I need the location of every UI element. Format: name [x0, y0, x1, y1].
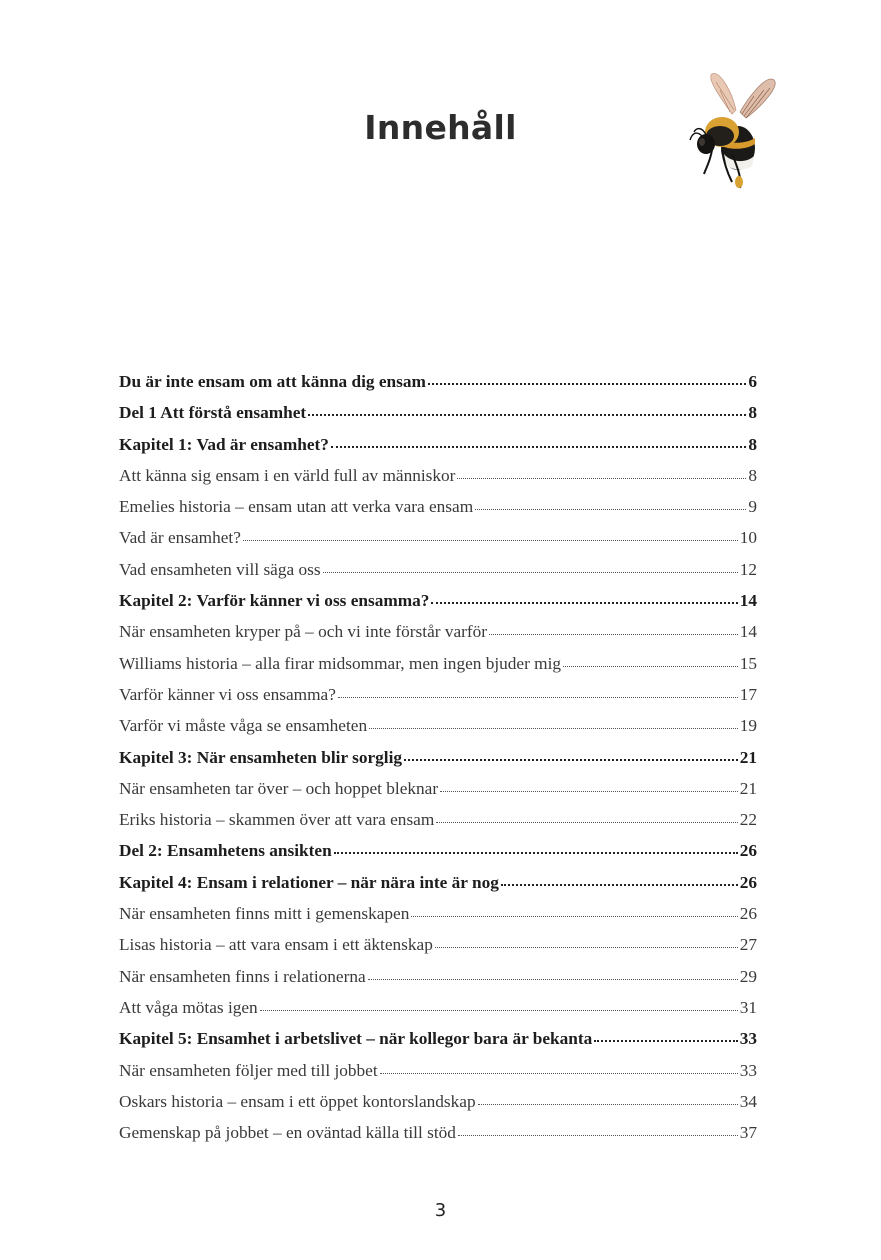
toc-entry-title: Eriks historia – skammen över att vara ensam [119, 810, 435, 830]
toc-entry-title: När ensamheten finns mitt i gemenskapen [119, 904, 410, 924]
dot-leader [431, 600, 737, 604]
toc-entry [119, 867, 757, 898]
toc-entry-title: Del 2: Ensamhetens ansikten [119, 841, 332, 861]
toc-entry-title: Kapitel 4: Ensam i relationer – när nära inte är nog [119, 872, 499, 892]
toc-entry-title: Gemenskap på jobbet – en oväntad källa till stöd [119, 1123, 456, 1143]
dot-leader [458, 1133, 738, 1136]
toc-entry [119, 616, 757, 647]
toc-entry-page: 31 [739, 997, 757, 1017]
toc-entry-page: 8 [748, 434, 757, 454]
toc-entry [119, 804, 757, 835]
toc-entry-page: 29 [739, 966, 757, 986]
dot-leader [338, 695, 738, 698]
toc-entry [119, 929, 757, 960]
toc-entry [119, 554, 757, 585]
toc-entry-page: 8 [748, 465, 757, 485]
dot-leader [428, 381, 746, 385]
toc-entry-title: Att våga mötas igen [119, 997, 258, 1017]
toc-entry-page: 21 [739, 778, 757, 798]
toc-entry-page: 33 [739, 1060, 757, 1080]
toc-entry-page: 34 [739, 1091, 757, 1111]
toc-entry [119, 1086, 757, 1117]
toc-entry-page: 10 [739, 528, 757, 548]
toc-entry-page: 15 [739, 653, 757, 673]
toc-entry-page: 26 [739, 841, 757, 861]
toc-entry-page: 27 [739, 935, 757, 955]
toc-entry [119, 835, 757, 866]
toc-entry-page: 17 [739, 684, 757, 704]
toc-entry [119, 773, 757, 804]
toc-entry-page: 6 [748, 372, 757, 391]
toc-entry-title: Emelies historia – ensam utan att verka vara ensam [119, 497, 474, 517]
dot-leader [308, 412, 746, 416]
toc-entry-page: 12 [739, 559, 757, 579]
toc-entry [119, 898, 757, 929]
dot-leader [380, 1071, 738, 1074]
toc-entry [119, 679, 757, 710]
toc-entry-title: När ensamheten tar över – och hoppet bleknar [119, 778, 439, 798]
toc-entry-page: 26 [739, 872, 757, 892]
toc-entry-title: Kapitel 5: Ensamhet i arbetslivet – när kollegor bara är bekanta [119, 1029, 593, 1049]
bumblebee-illustration [682, 70, 784, 196]
dot-leader [457, 476, 746, 479]
dot-leader [334, 850, 738, 854]
dot-leader [368, 977, 738, 980]
toc-entry [119, 460, 757, 491]
toc-entry-title: När ensamheten kryper på – och vi inte förstår varför [119, 622, 488, 642]
toc-entry [119, 522, 757, 553]
dot-leader [489, 632, 738, 635]
toc-entry-title: Att känna sig ensam i en värld full av människor [119, 465, 456, 485]
page-title: Innehåll [364, 108, 517, 147]
toc-entry-title: Du är inte ensam om att känna dig ensam [119, 372, 426, 391]
toc-entry-title: Del 1 Att förstå ensamhet [119, 403, 307, 423]
toc-entry-title: Varför vi måste våga se ensamheten [119, 716, 368, 736]
dot-leader [331, 444, 746, 448]
toc-entry [119, 992, 757, 1023]
dot-leader [594, 1038, 737, 1042]
toc-entry-title: Lisas historia – att vara ensam i ett äktenskap [119, 935, 433, 955]
toc-entry [119, 366, 757, 397]
toc-entry [119, 1117, 757, 1148]
dot-leader [475, 507, 746, 510]
toc-entry-page: 14 [739, 622, 757, 642]
toc-entry [119, 491, 757, 522]
toc-entry-title: Kapitel 1: Vad är ensamhet? [119, 434, 329, 454]
toc-entry-title: Varför känner vi oss ensamma? [119, 684, 336, 704]
toc-entry-title: Oskars historia – ensam i ett öppet kontorslandskap [119, 1091, 476, 1111]
toc-entry [119, 397, 757, 428]
toc-entry-page: 26 [739, 904, 757, 924]
dot-leader [323, 570, 738, 573]
toc-entry [119, 742, 757, 773]
toc-entry-page: 8 [748, 403, 757, 423]
dot-leader [369, 726, 738, 729]
page-number: 3 [434, 1200, 447, 1221]
toc-entry [119, 648, 757, 679]
toc-entry-page: 33 [739, 1029, 757, 1049]
toc-entry-title: Kapitel 3: När ensamheten blir sorglig [119, 747, 403, 767]
dot-leader [260, 1008, 738, 1011]
toc-entry-page: 14 [739, 591, 757, 611]
toc-entry-page: 9 [748, 497, 757, 517]
toc-entry [119, 585, 757, 616]
toc-entry [119, 429, 757, 460]
toc-entry-page: 22 [739, 810, 757, 830]
dot-leader [501, 882, 738, 886]
toc-entry-title: Kapitel 2: Varför känner vi oss ensamma? [119, 591, 430, 611]
toc-entry-page: 19 [739, 716, 757, 736]
dot-leader [404, 757, 738, 761]
dot-leader [436, 820, 737, 823]
toc-entry-title: Vad ensamheten vill säga oss [119, 559, 321, 579]
dot-leader [563, 664, 738, 667]
dot-leader [435, 945, 738, 948]
toc-entry-title: När ensamheten följer med till jobbet [119, 1060, 378, 1080]
toc-entry-title: När ensamheten finns i relationerna [119, 966, 366, 986]
toc-entry-title: Vad är ensamhet? [119, 528, 241, 548]
toc-entry-page: 37 [739, 1123, 757, 1143]
toc-entry-title: Williams historia – alla firar midsommar, men ingen bjuder mig [119, 653, 562, 673]
toc-entry [119, 710, 757, 741]
dot-leader [243, 538, 738, 541]
toc-entry [119, 961, 757, 992]
toc-entry [119, 1023, 757, 1054]
toc-entry-page: 21 [739, 747, 757, 767]
dot-leader [411, 914, 737, 917]
dot-leader [440, 789, 738, 792]
dot-leader [478, 1102, 738, 1105]
table-of-contents [119, 366, 757, 1148]
toc-entry [119, 1055, 757, 1086]
